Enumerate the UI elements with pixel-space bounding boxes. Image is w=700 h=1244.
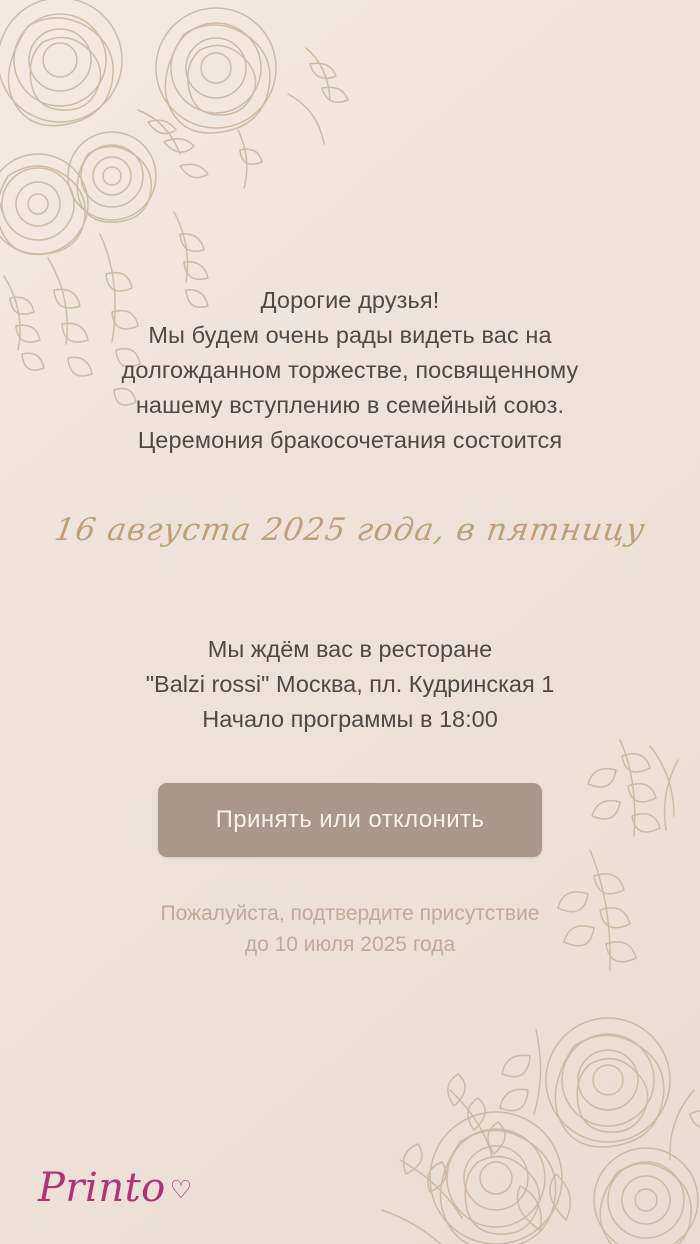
venue-line-3: Начало программы в 18:00 bbox=[202, 706, 498, 732]
intro-line-4: нашему вступлению в семейный союз. bbox=[135, 392, 565, 418]
intro-line-3: долгожданном торжестве, посвященному bbox=[121, 357, 579, 383]
note-line-1: Пожалуйста, подтвердите присутствие bbox=[160, 902, 540, 925]
wedding-date: 16 августа 2025 года, в пятницу bbox=[51, 512, 649, 548]
venue-text bbox=[0, 632, 700, 737]
rsvp-button[interactable]: Принять или отклонить bbox=[158, 783, 542, 857]
venue-line-2: "Balzi rossi" Москва, пл. Кудринская 1 bbox=[145, 671, 555, 697]
intro-text bbox=[0, 283, 700, 458]
rsvp-deadline-note bbox=[0, 898, 700, 960]
intro-line-2: Мы будем очень рады видеть вас на bbox=[148, 322, 552, 348]
note-line-2: до 10 июля 2025 года bbox=[244, 933, 456, 956]
intro-line-5: Церемония бракосочетания состоится bbox=[137, 427, 563, 453]
intro-line-1: Дорогие друзья! bbox=[260, 287, 440, 313]
logo-text: Printo bbox=[38, 1165, 166, 1211]
heart-icon: ♡ bbox=[169, 1176, 193, 1204]
printo-logo[interactable] bbox=[38, 1165, 193, 1211]
venue-line-1: Мы ждём вас в ресторане bbox=[207, 636, 493, 662]
